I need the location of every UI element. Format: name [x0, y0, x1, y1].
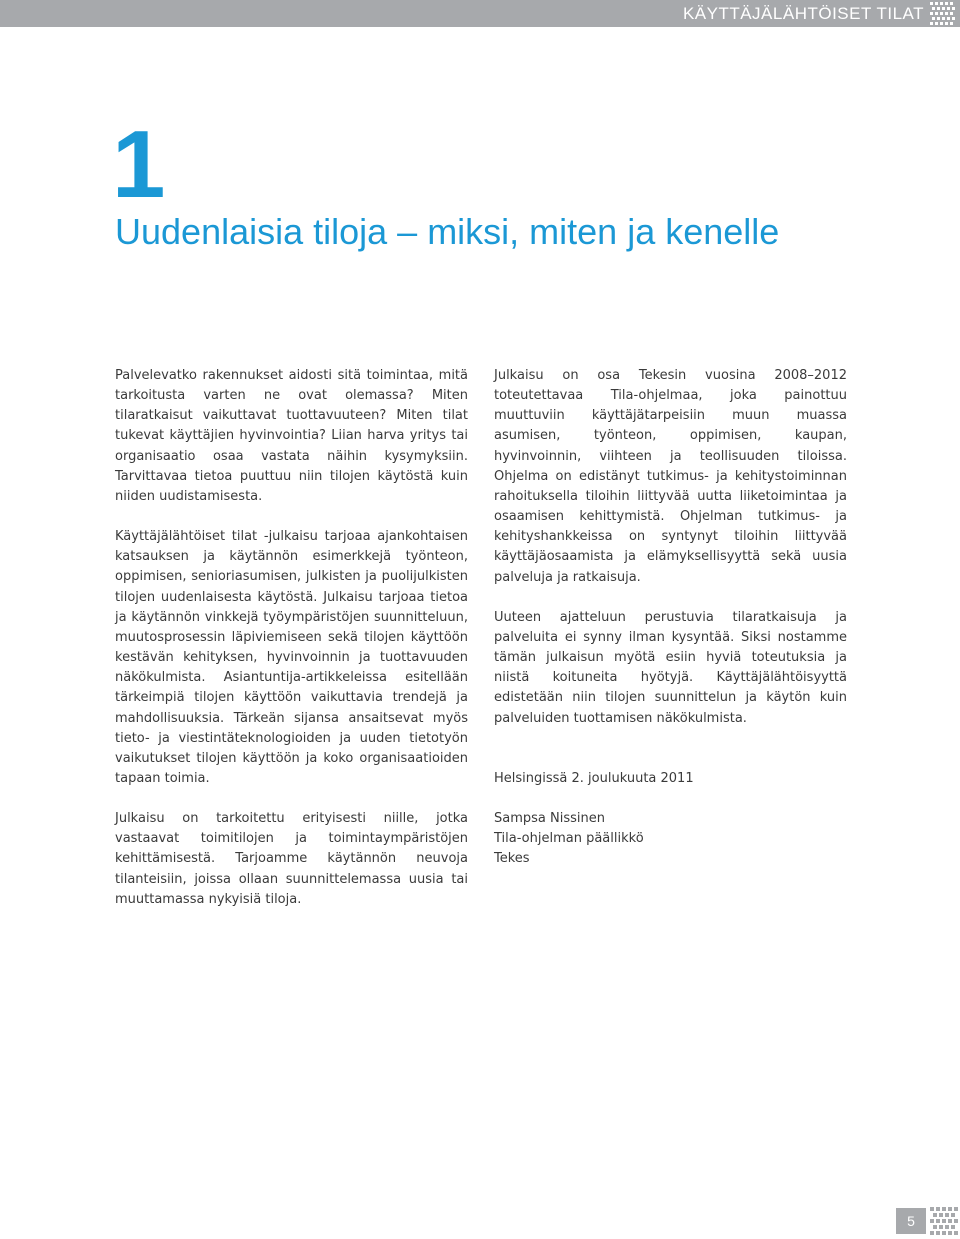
- chapter-title: Uudenlaisia tiloja – miksi, miten ja kenelle: [115, 211, 780, 252]
- publication-paragraph: Käyttäjälähtöiset tilat -julkaisu tarjoaa ajankohtaisen katsauksen ja käytännön esimerkkejä työnteon, oppimisen, senioriasumisen, julkisten ja puolijulkisten tilojen uudenlaisesta käytöstä. Julkaisu tarjoaa tietoa ja käytännön vinkkejä työympäristöjen suunnitteluun, muutosprosessin läpiviemiseen sekä tilojen käyttöön kestävän kehityksen, hyvinvoinnin ja tuottavuuden näkökulmista. Asiantuntija-artikkeleissa esitellään tärkeimpiä tilojen käyttöön vaikuttavia trendejä ja mahdollisuuksia. Tärkeän sijansa ansaitsevat myös tieto- ja viestintäteknologioiden ja uuden tietotyön vaikutukset tilojen käyttöön ja koko organisaatioiden tapaan toimia.: [115, 529, 468, 786]
- signature-name: Sampsa Nissinen: [494, 810, 605, 826]
- signature-role: Tila-ohjelman päällikkö: [494, 830, 644, 846]
- intro-paragraph: Palvelevatko rakennukset aidosti sitä toimintaa, mitä tarkoitusta varten ne ovat olemassa? Miten tilaratkaisut vaikuttavat tuottavuuteen? Miten tilat tukevat käyttäjien hyvinvointia? Liian harva yritys tai organisaatio osaa vastata näihin kysymyksiin. Tarvittavaa tietoa puuttuu niin tilojen käytöstä kuin niiden uudistamisesta.: [115, 368, 468, 504]
- signature-organization: Tekes: [494, 851, 530, 867]
- audience-paragraph: Julkaisu on tarkoitettu erityisesti niille, jotka vastaavat toimitilojen ja toimintaympäristöjen kehittämisestä. Tarjoamme käytännön neuvoja tilanteisiin, joissa ollaan suunnittelemassa uusia tai muuttamassa nykyisiä tiloja.: [115, 811, 468, 907]
- page-number: 5: [896, 1208, 926, 1234]
- programme-paragraph: Julkaisu on osa Tekesin vuosina 2008–2012 toteutettavaa Tila-ohjelmaa, joka painottuu muuttuviin käyttäjätarpeisiin muun muassa asumisen, työnteon, oppimisen, kaupan, hyvinvoinnin, viihteen ja teollisuuden tiloissa. Ohjelma on edistänyt tutkimus- ja kehitystoiminnan rahoituksella tiloihin liittyvää uutta liiketoimintaa ja osaamisen kehittymistä. Ohjelman tutkimus- ja kehityshankkeissa on syntynyt tiloihin liittyvää käyttäjäosaamista ja elämyksellisyyttä sekä uusia palveluja ja ratkaisuja.: [494, 368, 847, 585]
- dot-pattern-icon: [930, 2, 956, 26]
- chapter-number: 1: [112, 111, 162, 218]
- dot-pattern-icon: [930, 1207, 958, 1235]
- left-column: [115, 366, 468, 930]
- demand-paragraph: Uuteen ajatteluun perustuvia tilaratkaisuja ja palveluita ei synny ilman kysyntää. Siksi nostamme tämän julkaisun myötä esiin hyviä toteutuksia ja niistä koituneita hyötyjä. Käyttäjälähtöisyyttä edistetään niin tilojen suunnittelun ja käytön kuin palveluiden tuottamisen näkökulmista.: [494, 609, 847, 726]
- place-date: Helsingissä 2. joulukuuta 2011: [494, 770, 694, 786]
- header-bar: [0, 0, 960, 27]
- running-title: KÄYTTÄJÄLÄHTÖISET TILAT: [682, 4, 924, 23]
- right-column: [494, 366, 847, 869]
- signature-block: [494, 809, 847, 869]
